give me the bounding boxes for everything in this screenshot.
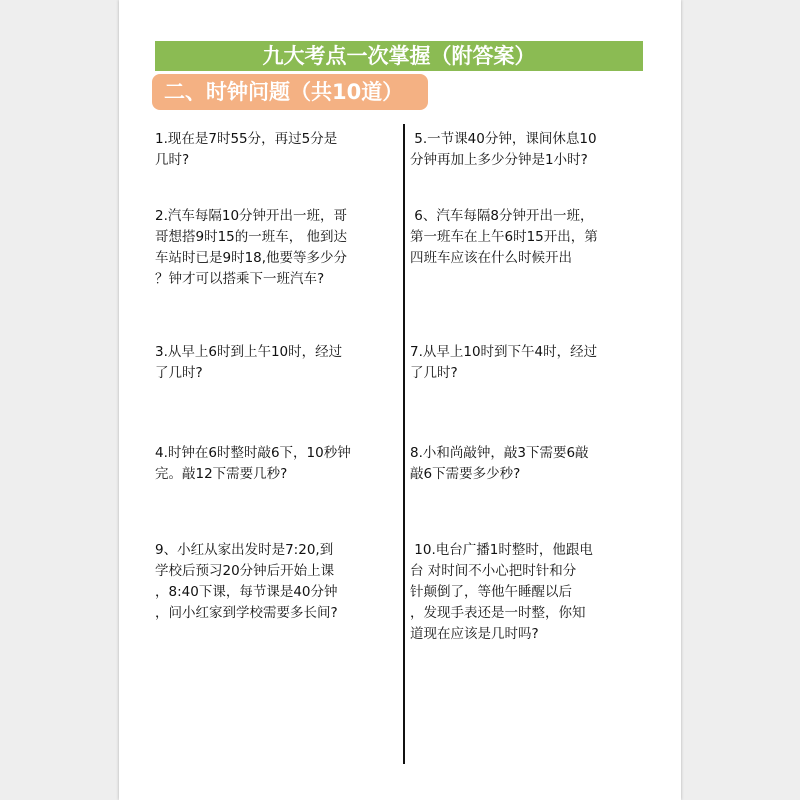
question-7: 7.从早上10时到下午4时，经过 了几时? xyxy=(410,344,598,381)
question-8: 8.小和尚敲钟，敲3下需要6敲 敲6下需要多少秒? xyxy=(410,445,589,482)
question-4: 4.时钟在6时整时敲6下，10秒钟 完。敲12下需要几秒? xyxy=(155,445,351,482)
question-9: 9、小红从家出发时是7:20,到 学校后预习20分钟后开始上课 ，8:40下课，每节课是40分钟 ，问小红家到学校需要多长间? xyxy=(155,542,338,621)
document-page xyxy=(119,0,681,800)
question-1: 1.现在是7时55分，再过5分是 几时? xyxy=(155,131,338,168)
column-divider xyxy=(403,124,405,764)
question-5: 5.一节课40分钟，课间休息10 分钟再加上多少分钟是1小时? xyxy=(410,131,597,168)
page-title-banner: 九大考点一次掌握（附答案） xyxy=(155,41,643,71)
question-6: 6、汽车每隔8分钟开出一班， 第一班车在上午6时15开出，第 四班车应该在什么时候开出 xyxy=(410,208,598,266)
section-title: 二、时钟问题（共10道） xyxy=(152,74,428,110)
question-2: 2.汽车每隔10分钟开出一班，哥 哥想搭9时15的一班车， 他到达 车站时已是9时18,他要等多少分 ？钟才可以搭乘下一班汽车? xyxy=(155,208,348,287)
question-3: 3.从早上6时到上午10时，经过 了几时? xyxy=(155,344,343,381)
question-10: 10.电台广播1时整时，他跟电 台 对时间不小心把时针和分 针颠倒了，等他午睡醒以后 ，发现手表还是一时整，你知 道现在应该是几时吗? xyxy=(410,542,593,642)
